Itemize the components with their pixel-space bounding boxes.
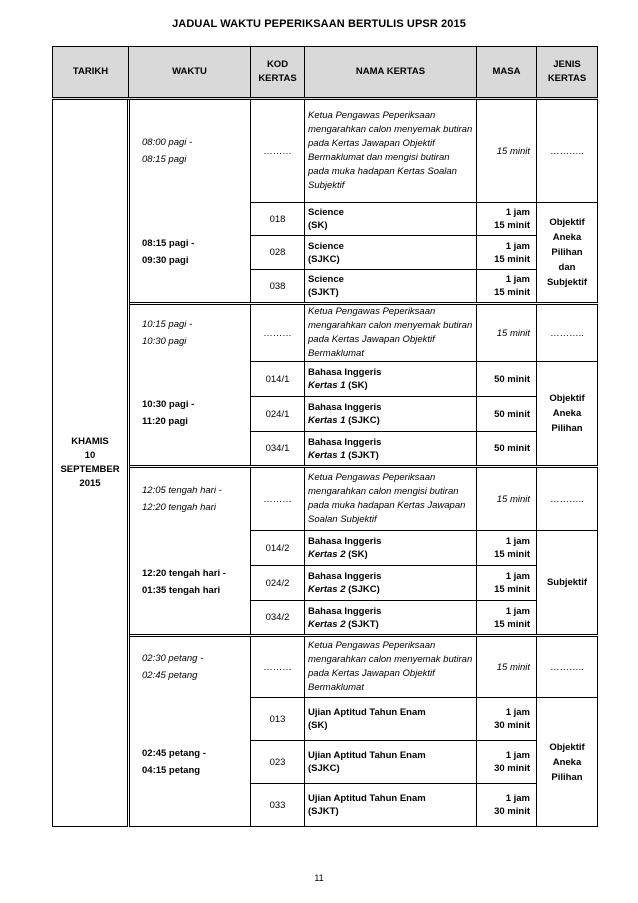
paper-row <box>53 531 598 566</box>
paper-kod: 034/2 <box>265 612 290 623</box>
paper-waktu-start: 08:15 pagi - <box>142 238 195 250</box>
paper-jenis-cell <box>537 531 598 636</box>
paper-waktu-cell <box>129 698 251 827</box>
paper-nama-cell <box>305 566 477 601</box>
intro-waktu-end: 10:30 pagi <box>142 336 187 348</box>
intro-waktu-start: 08:00 pagi - <box>142 137 193 149</box>
paper-stream: (SK) <box>345 380 368 391</box>
intro-waktu-end: 08:15 pagi <box>142 154 187 166</box>
intro-masa-cell <box>477 636 537 698</box>
intro-jenis-cell <box>537 467 598 531</box>
paper-nama-title: Science <box>308 274 344 285</box>
paper-kod-cell <box>251 741 305 784</box>
paper-masa-cell <box>477 566 537 601</box>
paper-waktu-end: 01:35 tengah hari <box>142 585 221 597</box>
intro-masa: 15 minit <box>496 327 530 339</box>
paper-masa-line2: 30 minit <box>494 763 530 774</box>
paper-nama-cell <box>305 601 477 636</box>
paper-waktu-start: 10:30 pagi - <box>142 399 195 411</box>
paper-masa-cell <box>477 270 537 304</box>
intro-nama-cell <box>305 467 477 531</box>
intro-row <box>53 636 598 698</box>
paper-masa-line1: 1 jam <box>505 707 530 718</box>
tarikh-month: SEPTEMBER <box>60 464 120 475</box>
jenis-line: Pilihan <box>551 247 583 258</box>
paper-row <box>53 362 598 397</box>
intro-nama-cell <box>305 99 477 203</box>
tarikh-date: 10 <box>84 450 96 461</box>
paper-nama-title: Ujian Aptitud Tahun Enam <box>308 750 426 761</box>
schedule-body <box>53 99 598 827</box>
paper-nama-cell <box>305 397 477 432</box>
paper-nama-cell <box>305 270 477 304</box>
intro-waktu-cell <box>129 99 251 203</box>
paper-masa-line1: 1 jam <box>505 793 530 804</box>
paper-masa-cell <box>477 362 537 397</box>
paper-nama-title: Ujian Aptitud Tahun Enam <box>308 793 426 804</box>
intro-waktu-cell <box>129 467 251 531</box>
paper-masa-cell <box>477 698 537 741</box>
intro-masa: 15 minit <box>496 493 530 505</box>
jenis-line: dan <box>558 262 576 273</box>
paper-masa-cell <box>477 741 537 784</box>
jenis-line: Objektif <box>549 393 585 404</box>
paper-waktu-end: 04:15 petang <box>142 764 201 776</box>
intro-waktu-cell <box>129 304 251 362</box>
paper-nama-cell <box>305 432 477 467</box>
paper-kod: 033 <box>269 799 286 811</box>
paper-kod: 014/1 <box>265 373 290 385</box>
intro-masa-cell <box>477 467 537 531</box>
intro-kod-cell <box>251 636 305 698</box>
intro-waktu-end: 12:20 tengah hari <box>142 502 216 514</box>
paper-nama-cell <box>305 784 477 827</box>
intro-nama: Ketua Pengawas Peperiksaan mengarahkan calon mengisi butiran pada muka hadapan Kertas Jawapan Soalan Subjektif <box>308 472 466 525</box>
paper-nama-cell <box>305 362 477 397</box>
paper-masa-line1: 50 minit <box>494 443 530 454</box>
paper-stream: (SJKT) <box>345 449 379 461</box>
paper-masa-line1: 50 minit <box>494 408 530 420</box>
intro-waktu-start: 02:30 petang - <box>142 653 204 665</box>
header-masa: MASA <box>477 47 537 99</box>
paper-nama-title: Bahasa Inggeris <box>308 571 382 582</box>
paper-kod-cell <box>251 784 305 827</box>
intro-jenis: ……….. <box>550 327 584 339</box>
intro-jenis: ……….. <box>550 661 584 673</box>
paper-kod-cell <box>251 362 305 397</box>
paper-waktu-start: 02:45 petang - <box>142 747 206 759</box>
paper-nama-cell <box>305 531 477 566</box>
intro-jenis: ……….. <box>550 145 584 157</box>
paper-jenis-cell <box>537 698 598 827</box>
paper-stream: (SJKT) <box>308 806 339 817</box>
intro-nama: Ketua Pengawas Peperiksaan mengarahkan calon menyemak butiran pada Kertas Jawapan Objektif Bermaklumat dan mengisi butiran pada muka hadapan Kertas Soalan Subjektif <box>308 110 473 191</box>
paper-jenis-cell <box>537 203 598 304</box>
page-number: 11 <box>314 873 324 883</box>
tarikh-cell <box>53 99 129 827</box>
intro-jenis-cell <box>537 636 598 698</box>
paper-kod-cell <box>251 698 305 741</box>
paper-masa-line2: 30 minit <box>494 720 530 731</box>
intro-masa-cell <box>477 304 537 362</box>
paper-masa-line2: 30 minit <box>494 806 530 817</box>
paper-masa-cell <box>477 784 537 827</box>
paper-nama-title: Bahasa Inggeris <box>308 402 382 413</box>
paper-stream: (SJKC) <box>308 253 340 265</box>
jenis-line: Pilihan <box>551 771 583 783</box>
paper-masa-line2: 15 minit <box>494 584 530 595</box>
intro-nama: Ketua Pengawas Peperiksaan mengarahkan calon menyemak butiran pada Kertas Jawapan Objektif Bermaklumat <box>308 306 473 359</box>
paper-kod-cell <box>251 397 305 432</box>
paper-kod-cell <box>251 270 305 304</box>
paper-masa-line1: 1 jam <box>505 207 530 218</box>
header-kod-kertas: KOD KERTAS <box>251 47 305 99</box>
jenis-line: Aneka <box>552 756 582 768</box>
paper-kod: 014/2 <box>265 542 290 554</box>
paper-kod-cell <box>251 432 305 467</box>
intro-kod-cell <box>251 304 305 362</box>
paper-kod: 028 <box>269 247 286 258</box>
paper-kod: 034/1 <box>265 443 290 454</box>
paper-nama-title: Bahasa Inggeris <box>308 436 382 448</box>
intro-kod: ……… <box>263 145 292 157</box>
intro-waktu-cell <box>129 636 251 698</box>
paper-nama-title: Ujian Aptitud Tahun Enam <box>308 707 426 718</box>
paper-masa-line1: 1 jam <box>505 571 530 582</box>
exam-schedule-table <box>52 46 598 827</box>
paper-masa-line1: 1 jam <box>505 536 530 547</box>
paper-masa-line1: 50 minit <box>494 373 530 385</box>
intro-jenis: ……….. <box>550 493 584 505</box>
paper-kod-cell <box>251 203 305 236</box>
jenis-line: Subjektif <box>546 277 588 288</box>
paper-masa-cell <box>477 432 537 467</box>
intro-nama-cell <box>305 636 477 698</box>
paper-masa-line1: 1 jam <box>505 605 530 617</box>
paper-nama-title: Bahasa Inggeris <box>308 605 382 617</box>
intro-nama: Ketua Pengawas Peperiksaan mengarahkan calon menyemak butiran pada Kertas Jawapan Objektif Bermaklumat <box>308 640 473 693</box>
intro-jenis-cell <box>537 99 598 203</box>
intro-waktu-start: 12:05 tengah hari - <box>142 485 222 497</box>
paper-masa-line2: 15 minit <box>494 287 530 298</box>
paper-masa-cell <box>477 601 537 636</box>
paper-stream: (SJKC) <box>308 763 340 774</box>
header-nama-kertas: NAMA KERTAS <box>305 47 477 99</box>
intro-kod-cell <box>251 99 305 203</box>
intro-nama-cell <box>305 304 477 362</box>
jenis-line: Subjektif <box>546 577 588 588</box>
paper-waktu-cell <box>129 362 251 467</box>
paper-masa-line2: 15 minit <box>494 549 530 560</box>
intro-waktu-end: 02:45 petang <box>142 670 198 682</box>
paper-stream: (SK) <box>308 220 328 231</box>
paper-kertas-label: Kertas 2 <box>308 549 346 560</box>
paper-kod: 038 <box>269 280 286 292</box>
paper-kertas-label: Kertas 1 <box>308 449 346 461</box>
paper-masa-line2: 15 minit <box>494 253 530 265</box>
intro-row <box>53 467 598 531</box>
paper-stream: (SJKT) <box>345 618 379 630</box>
paper-masa-cell <box>477 203 537 236</box>
paper-nama-title: Science <box>308 207 344 218</box>
paper-kod: 023 <box>269 756 286 768</box>
document-title: JADUAL WAKTU PEPERIKSAAN BERTULIS UPSR 2015 <box>172 18 466 30</box>
intro-jenis-cell <box>537 304 598 362</box>
paper-waktu-cell <box>129 531 251 636</box>
tarikh-day: KHAMIS <box>71 436 109 447</box>
intro-kod: ……… <box>263 493 292 505</box>
paper-waktu-cell <box>129 203 251 304</box>
jenis-line: Pilihan <box>551 423 583 434</box>
paper-masa-line1: 1 jam <box>505 274 530 285</box>
intro-kod-cell <box>251 467 305 531</box>
paper-kod-cell <box>251 566 305 601</box>
paper-masa-cell <box>477 397 537 432</box>
header-tarikh: TARIKH <box>53 47 129 99</box>
tarikh-year: 2015 <box>79 478 101 489</box>
intro-kod: ……… <box>263 327 292 339</box>
paper-stream: (SK) <box>308 720 328 731</box>
paper-kod: 024/1 <box>265 408 290 420</box>
intro-masa: 15 minit <box>496 145 530 157</box>
paper-masa-line1: 1 jam <box>505 750 530 761</box>
intro-masa: 15 minit <box>496 661 530 673</box>
header-jenis-kertas: JENIS KERTAS <box>537 47 598 99</box>
intro-kod: ……… <box>263 661 292 673</box>
paper-masa-cell <box>477 236 537 270</box>
paper-waktu-start: 12:20 tengah hari - <box>142 568 226 580</box>
header-row <box>53 47 598 99</box>
paper-waktu-end: 11:20 pagi <box>142 416 188 428</box>
jenis-line: Objektif <box>549 741 585 753</box>
paper-kod-cell <box>251 236 305 270</box>
paper-nama-cell <box>305 698 477 741</box>
header-waktu: WAKTU <box>129 47 251 99</box>
paper-kod-cell <box>251 531 305 566</box>
paper-stream: (SJKC) <box>345 584 380 595</box>
paper-masa-line1: 1 jam <box>505 240 530 252</box>
paper-nama-title: Bahasa Inggeris <box>308 367 382 378</box>
intro-masa-cell <box>477 99 537 203</box>
paper-kod-cell <box>251 601 305 636</box>
jenis-line: Aneka <box>552 232 582 243</box>
paper-masa-line2: 15 minit <box>494 220 530 231</box>
intro-row <box>53 99 598 203</box>
paper-kod: 024/2 <box>265 577 290 589</box>
paper-waktu-end: 09:30 pagi <box>142 255 189 267</box>
paper-nama-cell <box>305 741 477 784</box>
paper-stream: (SJKT) <box>308 287 339 298</box>
intro-row <box>53 304 598 362</box>
paper-kertas-label: Kertas 1 <box>308 380 346 391</box>
paper-masa-line2: 15 minit <box>494 618 530 630</box>
paper-nama-title: Bahasa Inggeris <box>308 536 382 547</box>
paper-nama-title: Science <box>308 240 344 252</box>
paper-kertas-label: Kertas 2 <box>308 584 346 595</box>
paper-kod: 013 <box>269 713 286 725</box>
intro-waktu-start: 10:15 pagi - <box>142 319 193 331</box>
paper-stream: (SJKC) <box>345 415 380 426</box>
paper-nama-cell <box>305 236 477 270</box>
paper-kertas-label: Kertas 2 <box>308 618 346 630</box>
paper-row <box>53 698 598 741</box>
paper-jenis-cell <box>537 362 598 467</box>
paper-masa-cell <box>477 531 537 566</box>
jenis-line: Objektif <box>549 217 585 228</box>
paper-kod: 018 <box>269 213 286 225</box>
paper-stream: (SK) <box>345 549 368 560</box>
paper-nama-cell <box>305 203 477 236</box>
paper-kertas-label: Kertas 1 <box>308 415 346 426</box>
paper-row <box>53 203 598 236</box>
jenis-line: Aneka <box>552 408 582 419</box>
